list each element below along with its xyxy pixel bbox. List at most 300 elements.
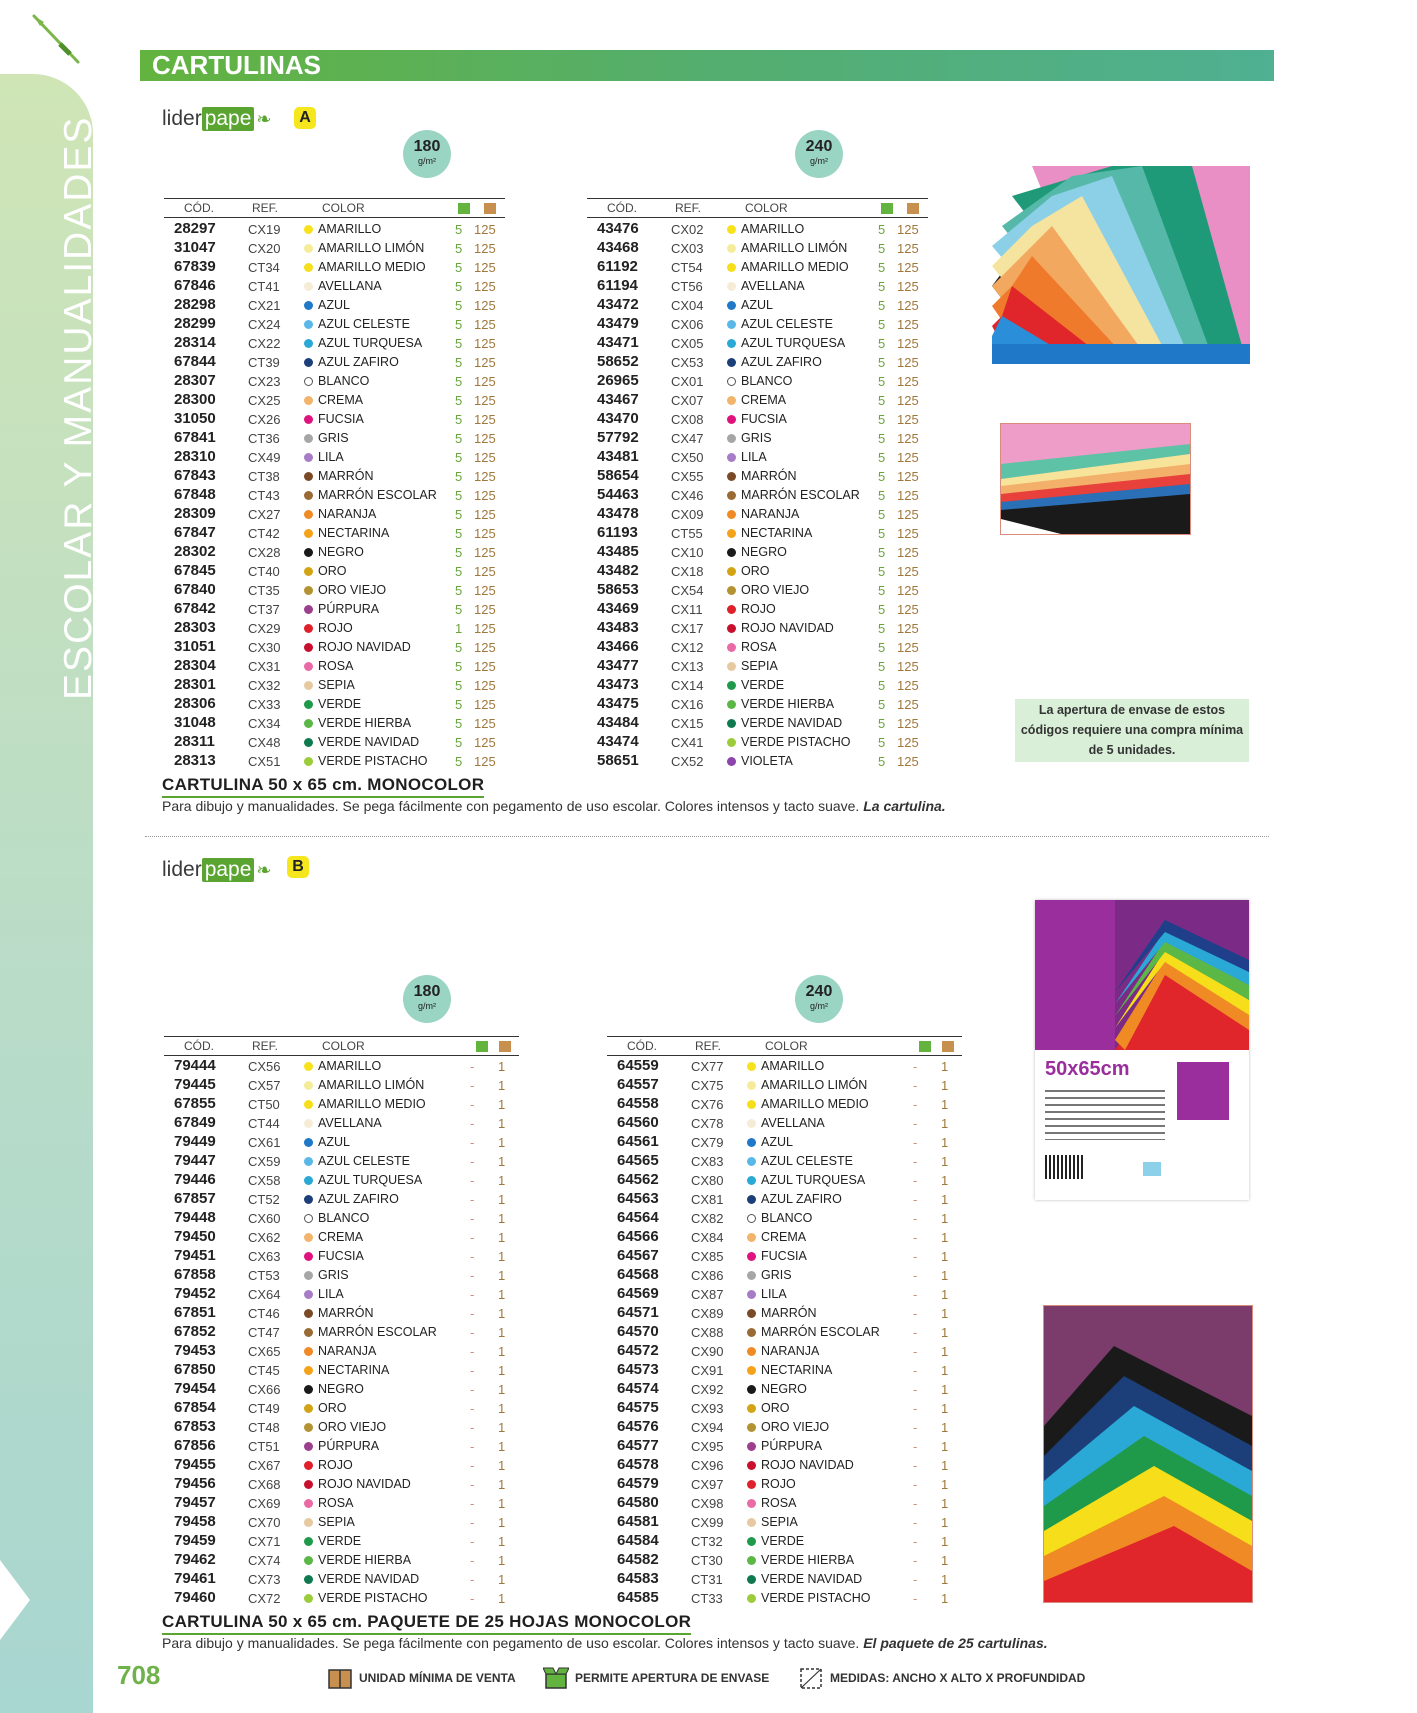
product-code: 58653 <box>597 581 639 598</box>
min-sale-qty: 1 <box>941 1078 949 1093</box>
color-name: VERDE PISTACHO <box>741 735 851 749</box>
color-name: MARRÓN ESCOLAR <box>318 1325 437 1339</box>
min-sale-qty: 1 <box>941 1363 949 1378</box>
open-pack-qty: 5 <box>878 507 886 522</box>
color-swatch-dot <box>304 301 313 310</box>
product-ref: CT53 <box>248 1268 280 1283</box>
product-ref: CX56 <box>248 1059 281 1074</box>
open-pack-qty: - <box>470 1306 475 1321</box>
product-code: 67853 <box>174 1418 216 1435</box>
product-code: 67854 <box>174 1399 216 1416</box>
table-row <box>164 315 505 334</box>
product-ref: CT43 <box>248 488 280 503</box>
min-sale-qty: 1 <box>498 1097 506 1112</box>
open-pack-qty: 5 <box>455 393 463 408</box>
min-sale-qty: 125 <box>474 735 496 750</box>
open-pack-qty: - <box>913 1458 918 1473</box>
color-swatch-dot <box>747 1347 756 1356</box>
product-code: 67839 <box>174 258 216 275</box>
min-sale-qty: 1 <box>498 1496 506 1511</box>
color-swatch-dot <box>727 491 736 500</box>
color-name: ORO VIEJO <box>761 1420 830 1434</box>
table-row <box>607 1551 962 1570</box>
color-name: SEPIA <box>761 1515 798 1529</box>
product-ref: CX96 <box>691 1458 724 1473</box>
table-row <box>164 1494 519 1513</box>
legend-item <box>543 1666 769 1690</box>
min-sale-qty: 125 <box>474 222 496 237</box>
color-swatch-dot <box>727 358 736 367</box>
color-chip <box>1143 1162 1161 1176</box>
product-code: 28301 <box>174 676 216 693</box>
open-pack-qty: 5 <box>878 374 886 389</box>
table-row <box>164 1456 519 1475</box>
color-name: MARRÓN <box>318 1306 374 1320</box>
min-sale-qty: 1 <box>498 1249 506 1264</box>
min-sale-qty: 125 <box>474 507 496 522</box>
color-name: NEGRO <box>318 545 364 559</box>
product-ref: CX67 <box>248 1458 281 1473</box>
col-cod: CÓD. <box>607 201 637 215</box>
product-ref: CX63 <box>248 1249 281 1264</box>
product-code: 67847 <box>174 524 216 541</box>
open-pack-qty: - <box>913 1401 918 1416</box>
open-pack-qty: - <box>913 1230 918 1245</box>
min-sale-qty: 1 <box>498 1078 506 1093</box>
product-ref: CX83 <box>691 1154 724 1169</box>
color-swatch-dot <box>727 263 736 272</box>
color-name: AZUL <box>741 298 773 312</box>
color-name: CREMA <box>318 1230 364 1244</box>
min-sale-qty: 1 <box>941 1192 949 1207</box>
table-row <box>587 505 928 524</box>
color-name: ROJO NAVIDAD <box>318 640 411 654</box>
min-sale-qty: 1 <box>941 1173 949 1188</box>
color-name: NECTARINA <box>318 1363 390 1377</box>
min-sale-qty: 125 <box>474 545 496 560</box>
color-swatch-dot <box>304 700 313 709</box>
product-ref: CX76 <box>691 1097 724 1112</box>
color-name: ROJO NAVIDAD <box>318 1477 411 1491</box>
color-swatch-dot <box>304 1594 313 1603</box>
table-row <box>164 619 505 638</box>
color-swatch-dot <box>304 339 313 348</box>
open-pack-qty: 5 <box>878 317 886 332</box>
color-name: AMARILLO LIMÓN <box>318 241 425 255</box>
product-code: 58654 <box>597 467 639 484</box>
product-code: 28314 <box>174 334 216 351</box>
product-ref: CX23 <box>248 374 281 389</box>
product-code: 64574 <box>617 1380 659 1397</box>
product-code: 28310 <box>174 448 216 465</box>
table-row <box>607 1133 962 1152</box>
open-pack-qty: - <box>470 1097 475 1112</box>
table-row <box>164 467 505 486</box>
brand-logo <box>162 858 272 882</box>
pack-swatch <box>1177 1062 1229 1120</box>
table-row <box>607 1152 962 1171</box>
min-sale-qty: 125 <box>474 241 496 256</box>
open-pack-qty: 5 <box>455 222 463 237</box>
table-row <box>587 277 928 296</box>
min-sale-qty: 125 <box>897 583 919 598</box>
color-swatch-dot <box>727 529 736 538</box>
table-row <box>164 258 505 277</box>
open-pack-qty: - <box>913 1534 918 1549</box>
min-sale-qty: 1 <box>941 1477 949 1492</box>
table-row <box>587 448 928 467</box>
open-pack-qty: 5 <box>455 450 463 465</box>
table-row <box>164 695 505 714</box>
open-pack-qty: 5 <box>878 754 886 769</box>
col-ref: REF. <box>252 1039 279 1053</box>
min-sale-qty: 1 <box>941 1515 949 1530</box>
min-sale-qty: 125 <box>474 678 496 693</box>
min-sale-qty: 1 <box>498 1439 506 1454</box>
product-code: 64583 <box>617 1570 659 1587</box>
open-pack-qty: - <box>470 1401 475 1416</box>
product-code: 64573 <box>617 1361 659 1378</box>
min-sale-qty: 125 <box>897 697 919 712</box>
color-name: AMARILLO MEDIO <box>761 1097 869 1111</box>
product-ref: CX33 <box>248 697 281 712</box>
product-code: 58651 <box>597 752 639 769</box>
open-pack-qty: - <box>470 1268 475 1283</box>
open-pack-qty: - <box>470 1591 475 1606</box>
open-pack-qty: - <box>913 1211 918 1226</box>
min-sale-qty: 125 <box>897 241 919 256</box>
color-name: ROJO <box>741 602 776 616</box>
product-code: 67852 <box>174 1323 216 1340</box>
table-row <box>587 220 928 239</box>
table-row <box>164 277 505 296</box>
open-pack-qty: 5 <box>455 583 463 598</box>
color-name: MARRÓN ESCOLAR <box>318 488 437 502</box>
min-sale-qty: 125 <box>474 355 496 370</box>
color-name: AMARILLO LIMÓN <box>741 241 848 255</box>
table-row <box>164 296 505 315</box>
product-code: 79446 <box>174 1171 216 1188</box>
product-code: 58652 <box>597 353 639 370</box>
product-ref: CX47 <box>671 431 704 446</box>
min-sale-qty: 1 <box>498 1401 506 1416</box>
min-sale-qty: 1 <box>941 1439 949 1454</box>
open-pack-qty: 5 <box>878 602 886 617</box>
color-swatch-dot <box>304 643 313 652</box>
product-image-pile <box>1043 1305 1253 1603</box>
product-ref: CX06 <box>671 317 704 332</box>
table-row <box>164 1342 519 1361</box>
color-name: VERDE PISTACHO <box>318 1591 428 1605</box>
color-name: VERDE HIERBA <box>761 1553 855 1567</box>
color-swatch-dot <box>304 1385 313 1394</box>
table-row <box>607 1057 962 1076</box>
product-code: 64561 <box>617 1133 659 1150</box>
table-row <box>587 581 928 600</box>
color-name: VERDE <box>761 1534 805 1548</box>
barcode-icon <box>1045 1155 1085 1179</box>
table-row <box>587 372 928 391</box>
color-swatch-dot <box>304 1480 313 1489</box>
col-cod: CÓD. <box>184 201 214 215</box>
product-code: 57792 <box>597 429 639 446</box>
product-code: 64570 <box>617 1323 659 1340</box>
color-name: ROSA <box>761 1496 797 1510</box>
table-row <box>607 1475 962 1494</box>
product-code: 67857 <box>174 1190 216 1207</box>
product-code: 64579 <box>617 1475 659 1492</box>
open-box-icon <box>881 203 893 214</box>
box-icon <box>942 1041 954 1052</box>
product-description-a <box>162 798 946 814</box>
product-code: 64571 <box>617 1304 659 1321</box>
min-sale-qty: 1 <box>498 1515 506 1530</box>
product-ref: CX91 <box>691 1363 724 1378</box>
open-pack-qty: 5 <box>878 260 886 275</box>
color-swatch-dot <box>304 225 313 234</box>
min-sale-qty: 125 <box>897 317 919 332</box>
table-row <box>607 1171 962 1190</box>
product-code: 67841 <box>174 429 216 446</box>
table-row <box>587 752 928 771</box>
product-ref: CX24 <box>248 317 281 332</box>
open-pack-qty: - <box>913 1553 918 1568</box>
min-sale-qty: 1 <box>941 1458 949 1473</box>
product-ref: CX09 <box>671 507 704 522</box>
open-pack-qty: 5 <box>455 754 463 769</box>
color-name: AZUL CELESTE <box>761 1154 853 1168</box>
color-swatch-dot <box>304 605 313 614</box>
color-swatch-dot <box>727 586 736 595</box>
color-swatch-dot <box>747 1328 756 1337</box>
min-sale-qty: 125 <box>474 697 496 712</box>
min-sale-qty: 125 <box>474 564 496 579</box>
color-name: ROJO <box>761 1477 796 1491</box>
section-divider <box>145 836 1269 837</box>
product-code: 31047 <box>174 239 216 256</box>
product-code: 43469 <box>597 600 639 617</box>
min-sale-qty: 125 <box>474 317 496 332</box>
color-name: VERDE NAVIDAD <box>318 735 420 749</box>
table-row <box>587 619 928 638</box>
color-swatch-dot <box>304 491 313 500</box>
color-name: AVELLANA <box>318 279 382 293</box>
product-ref: CX26 <box>248 412 281 427</box>
color-swatch-dot <box>304 738 313 747</box>
table-row <box>607 1456 962 1475</box>
color-name: AZUL CELESTE <box>318 317 410 331</box>
table-row <box>587 524 928 543</box>
color-swatch-dot <box>304 1518 313 1527</box>
min-sale-qty: 1 <box>941 1591 949 1606</box>
color-name: ORO <box>318 1401 347 1415</box>
table-row <box>164 239 505 258</box>
product-ref: CX21 <box>248 298 281 313</box>
min-sale-qty: 1 <box>941 1534 949 1549</box>
open-pack-qty: 5 <box>455 431 463 446</box>
product-image-fan <box>992 166 1250 364</box>
color-name: LILA <box>318 1287 344 1301</box>
table-row <box>607 1570 962 1589</box>
product-table-b-240 <box>607 1057 962 1608</box>
color-name: VERDE NAVIDAD <box>761 1572 863 1586</box>
color-swatch-dot <box>727 719 736 728</box>
table-row <box>587 353 928 372</box>
open-pack-qty: - <box>913 1249 918 1264</box>
product-title-a: CARTULINA 50 x 65 cm. MONOCOLOR <box>162 775 484 798</box>
open-pack-qty: 1 <box>455 621 463 636</box>
min-sale-qty: 1 <box>941 1325 949 1340</box>
min-sale-qty: 1 <box>941 1230 949 1245</box>
color-name: AZUL CELESTE <box>741 317 833 331</box>
color-swatch-dot <box>747 1594 756 1603</box>
dimensions-icon <box>798 1666 824 1690</box>
min-sale-qty: 125 <box>897 355 919 370</box>
color-name: NECTARINA <box>761 1363 833 1377</box>
open-pack-qty: 5 <box>878 393 886 408</box>
open-pack-qty: 5 <box>455 241 463 256</box>
product-ref: CX61 <box>248 1135 281 1150</box>
table-row <box>164 1076 519 1095</box>
color-swatch-dot <box>747 1309 756 1318</box>
product-ref: CT56 <box>671 279 703 294</box>
table-row <box>164 1570 519 1589</box>
product-ref: CX88 <box>691 1325 724 1340</box>
min-sale-qty: 125 <box>474 374 496 389</box>
table-row <box>164 1513 519 1532</box>
page-number: 708 <box>117 1660 161 1690</box>
min-sale-qty: 1 <box>941 1059 949 1074</box>
product-ref: CT49 <box>248 1401 280 1416</box>
color-name: VERDE NAVIDAD <box>741 716 843 730</box>
product-code: 64562 <box>617 1171 659 1188</box>
color-swatch-dot <box>304 1176 313 1185</box>
product-ref: CT50 <box>248 1097 280 1112</box>
table-row <box>164 1361 519 1380</box>
product-code: 64564 <box>617 1209 659 1226</box>
table-row <box>164 391 505 410</box>
purchase-note: La apertura de envase de estos códigos requiere una compra mínima de 5 unidades. <box>1015 699 1249 762</box>
min-sale-qty: 1 <box>941 1211 949 1226</box>
product-ref: CX20 <box>248 241 281 256</box>
col-ref: REF. <box>695 1039 722 1053</box>
product-code: 64581 <box>617 1513 659 1530</box>
legend-item <box>798 1666 1085 1690</box>
product-ref: CX22 <box>248 336 281 351</box>
color-swatch-dot <box>304 1138 313 1147</box>
color-swatch-dot <box>747 1366 756 1375</box>
open-pack-qty: - <box>913 1363 918 1378</box>
color-swatch-dot <box>304 453 313 462</box>
leaf-icon: ❧ <box>256 108 272 129</box>
product-code: 67840 <box>174 581 216 598</box>
table-row <box>607 1589 962 1608</box>
product-code: 64584 <box>617 1532 659 1549</box>
color-swatch-dot <box>304 1575 313 1584</box>
color-swatch-dot <box>304 681 313 690</box>
product-code: 43475 <box>597 695 639 712</box>
product-ref: CX48 <box>248 735 281 750</box>
color-name: AZUL ZAFIRO <box>318 355 399 369</box>
min-sale-qty: 1 <box>498 1173 506 1188</box>
color-swatch-dot <box>304 396 313 405</box>
open-pack-qty: 5 <box>878 621 886 636</box>
open-pack-qty: 5 <box>878 222 886 237</box>
table-header <box>607 1036 962 1056</box>
color-swatch-dot <box>304 1081 313 1090</box>
min-sale-qty: 1 <box>941 1287 949 1302</box>
table-row <box>607 1494 962 1513</box>
brand-logo-part1: lider <box>162 858 202 881</box>
brand-logo-part2: pape <box>202 107 255 131</box>
color-swatch-dot <box>304 320 313 329</box>
open-pack-qty: - <box>470 1458 475 1473</box>
table-row <box>587 562 928 581</box>
color-swatch-dot <box>727 700 736 709</box>
color-name: CREMA <box>741 393 787 407</box>
product-code: 28300 <box>174 391 216 408</box>
color-name: BLANCO <box>318 374 370 388</box>
product-code: 64585 <box>617 1589 659 1606</box>
product-code: 43466 <box>597 638 639 655</box>
product-code: 67858 <box>174 1266 216 1283</box>
open-pack-qty: 5 <box>455 716 463 731</box>
product-ref: CX34 <box>248 716 281 731</box>
color-swatch-dot <box>304 1252 313 1261</box>
product-ref: CX17 <box>671 621 704 636</box>
min-sale-qty: 1 <box>498 1230 506 1245</box>
product-ref: CX27 <box>248 507 281 522</box>
table-row <box>587 334 928 353</box>
color-swatch-dot <box>304 1461 313 1470</box>
table-row <box>587 410 928 429</box>
open-pack-qty: 5 <box>878 659 886 674</box>
product-ref: CX70 <box>248 1515 281 1530</box>
color-swatch-dot <box>727 738 736 747</box>
open-pack-qty: - <box>470 1173 475 1188</box>
color-name: NEGRO <box>741 545 787 559</box>
open-pack-qty: 5 <box>878 564 886 579</box>
color-swatch-dot <box>304 415 313 424</box>
color-swatch-dot <box>727 320 736 329</box>
min-sale-qty: 1 <box>498 1591 506 1606</box>
color-swatch-dot <box>727 662 736 671</box>
product-code: 64558 <box>617 1095 659 1112</box>
product-code: 61194 <box>597 277 638 294</box>
product-code: 28307 <box>174 372 216 389</box>
product-ref: CT51 <box>248 1439 280 1454</box>
product-table-a-180 <box>164 220 505 771</box>
open-pack-qty: 5 <box>878 716 886 731</box>
color-name: FUCSIA <box>318 412 364 426</box>
table-row <box>587 543 928 562</box>
table-row <box>164 353 505 372</box>
product-code: 79458 <box>174 1513 216 1530</box>
open-pack-qty: 5 <box>455 355 463 370</box>
min-sale-qty: 125 <box>474 716 496 731</box>
color-name: ROSA <box>741 640 777 654</box>
open-pack-qty: 5 <box>878 526 886 541</box>
color-name: PÚRPURA <box>318 1439 380 1453</box>
table-row <box>164 1171 519 1190</box>
color-swatch-dot <box>304 1157 313 1166</box>
product-code: 28306 <box>174 695 216 712</box>
min-sale-qty: 1 <box>498 1268 506 1283</box>
color-swatch-dot <box>304 1537 313 1546</box>
color-swatch-dot <box>747 1081 756 1090</box>
open-pack-qty: - <box>913 1382 918 1397</box>
product-ref: CX90 <box>691 1344 724 1359</box>
